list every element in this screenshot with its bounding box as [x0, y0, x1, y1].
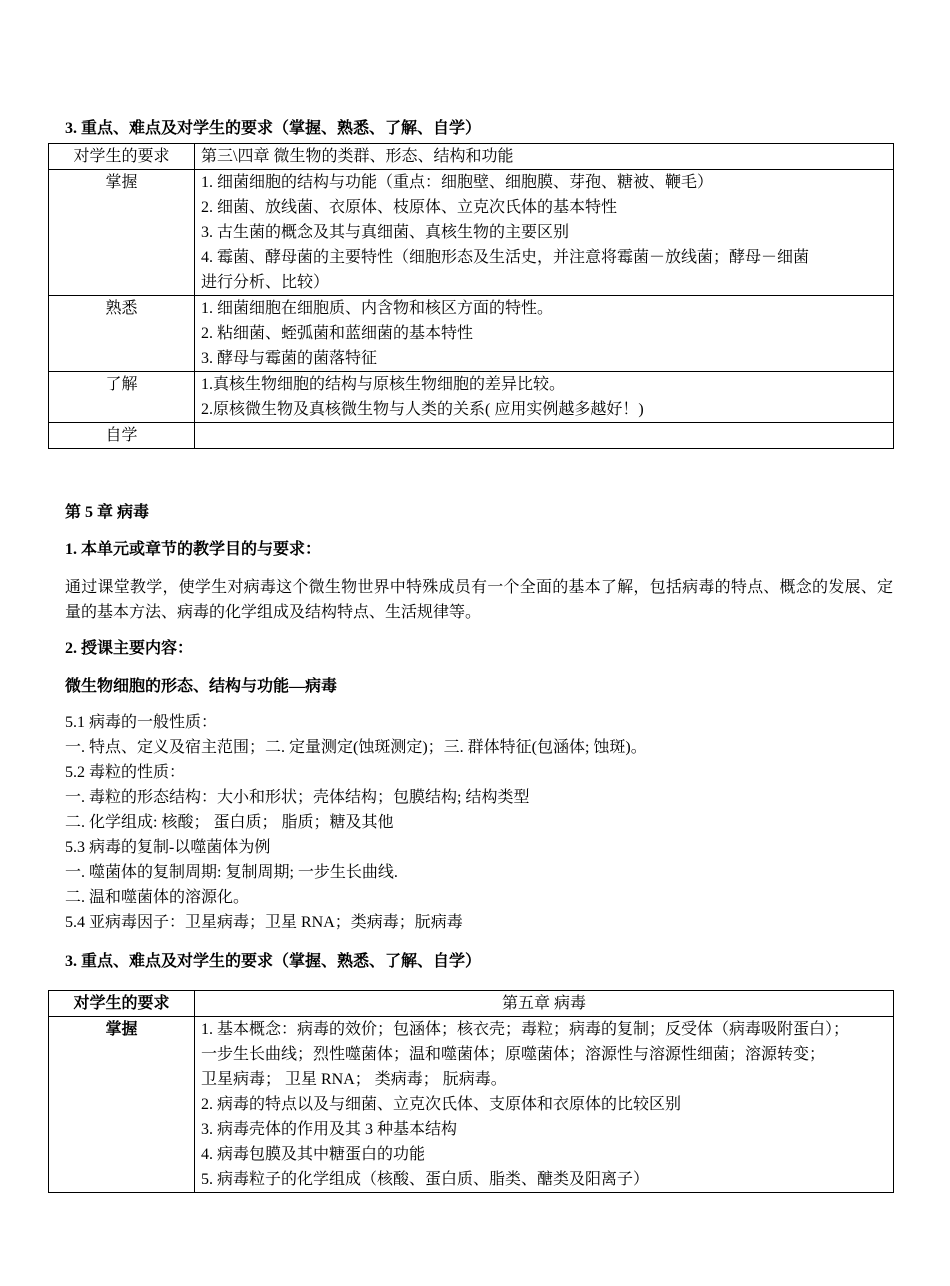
header-title: 第三\四章 微生物的类群、形态、结构和功能 — [201, 148, 514, 165]
content-line: 二. 化学组成: 核酸； 蛋白质； 脂质；糖及其他 — [65, 814, 394, 831]
header-title-cell — [195, 144, 894, 170]
list-item: 4. 病毒包膜及其中糖蛋白的功能 — [201, 1146, 426, 1163]
list-item: 1. 基本概念：病毒的效价；包涵体；核衣壳；毒粒；病毒的复制；反受体（病毒吸附蛋白）； — [201, 1021, 850, 1038]
row-label-self-study: 自学 — [49, 423, 195, 449]
row-label-master: 掌握 — [49, 170, 195, 296]
content-subtitle: 微生物细胞的形态、结构与功能—病毒 — [65, 678, 338, 695]
list-item: 3. 古生菌的概念及其与真细菌、真核生物的主要区别 — [201, 224, 570, 241]
requirements-heading-ch5: 3. 重点、难点及对学生的要求（掌握、熟悉、了解、自学） — [65, 953, 482, 970]
table-row — [49, 372, 894, 423]
requirements-table-ch5 — [48, 990, 894, 1193]
content-heading: 2. 授课主要内容： — [65, 640, 194, 657]
header-label-cell: 对学生的要求 — [49, 991, 195, 1017]
table-header-row — [49, 991, 894, 1017]
row-label-master: 掌握 — [49, 1017, 195, 1193]
table-header-row — [49, 144, 894, 170]
content-line: 一. 毒粒的形态结构：大小和形状；壳体结构；包膜结构; 结构类型 — [65, 789, 530, 806]
list-item: 1. 细菌细胞在细胞质、内含物和核区方面的特性。 — [201, 300, 554, 317]
content-line: 二. 温和噬菌体的溶源化。 — [65, 889, 250, 906]
row-content-understand — [195, 372, 894, 423]
header-label-cell: 对学生的要求 — [49, 144, 195, 170]
table-row — [49, 1017, 894, 1193]
content-line: 一. 噬菌体的复制周期: 复制周期; 一步生长曲线. — [65, 864, 398, 881]
content-line: 5.1 病毒的一般性质： — [65, 714, 218, 731]
chapter-title: 第 5 章 病毒 — [65, 504, 150, 521]
list-item: 1. 细菌细胞的结构与功能（重点：细胞壁、细胞膜、芽孢、糖被、鞭毛） — [201, 174, 714, 191]
content-line: 5.2 毒粒的性质： — [65, 764, 186, 781]
table-row — [49, 423, 894, 449]
aim-heading: 1. 本单元或章节的教学目的与要求： — [65, 541, 322, 558]
table-row — [49, 296, 894, 372]
row-content-master — [195, 170, 894, 296]
list-item: 卫星病毒； 卫星 RNA； 类病毒； 朊病毒。 — [201, 1071, 507, 1088]
requirements-table-ch3-4 — [48, 143, 894, 449]
list-item: 3. 酵母与霉菌的菌落特征 — [201, 350, 378, 367]
list-item: 3. 病毒壳体的作用及其 3 种基本结构 — [201, 1121, 458, 1138]
row-label-familiar: 熟悉 — [49, 296, 195, 372]
table-row — [49, 170, 894, 296]
list-item: 进行分析、比较） — [201, 274, 330, 291]
header-title: 第五章 病毒 — [501, 995, 586, 1012]
header-title-cell — [195, 991, 894, 1017]
list-item: 2. 粘细菌、蛭弧菌和蓝细菌的基本特性 — [201, 325, 474, 342]
list-item: 2. 病毒的特点以及与细菌、立克次氏体、支原体和衣原体的比较区别 — [201, 1096, 682, 1113]
list-item: 一步生长曲线；烈性噬菌体；温和噬菌体；原噬菌体；溶源性与溶源性细菌；溶源转变； — [201, 1046, 826, 1063]
row-label-understand: 了解 — [49, 372, 195, 423]
row-content-self-study — [195, 423, 894, 449]
content-line: 5.4 亚病毒因子：卫星病毒；卫星 RNA；类病毒；朊病毒 — [65, 914, 463, 931]
list-item: 5. 病毒粒子的化学组成（核酸、蛋白质、脂类、醣类及阳离子） — [201, 1171, 650, 1188]
content-line: 一. 特点、定义及宿主范围；二. 定量测定(蚀斑测定)；三. 群体特征(包涵体; 蚀斑)。 — [65, 739, 647, 756]
content-line: 5.3 病毒的复制-以噬菌体为例 — [65, 839, 271, 856]
section-heading-requirements: 3. 重点、难点及对学生的要求（掌握、熟悉、了解、自学） — [65, 120, 482, 137]
list-item: 1.真核生物细胞的结构与原核生物细胞的差异比较。 — [201, 376, 566, 393]
row-content-familiar — [195, 296, 894, 372]
list-item: 4. 霉菌、酵母菌的主要特性（细胞形态及生活史，并注意将霉菌－放线菌；酵母－细菌 — [201, 249, 810, 266]
list-item: 2. 细菌、放线菌、衣原体、枝原体、立克次氏体的基本特性 — [201, 199, 618, 216]
aim-paragraph: 通过课堂教学，使学生对病毒这个微生物世界中特殊成员有一个全面的基本了解，包括病毒的特点、概念的发展、定量的基本方法、病毒的化学组成及结构特点、生活规律等。 — [65, 579, 893, 621]
list-item: 2.原核微生物及真核微生物与人类的关系( 应用实例越多越好！) — [201, 401, 644, 418]
row-content-master — [195, 1017, 894, 1193]
